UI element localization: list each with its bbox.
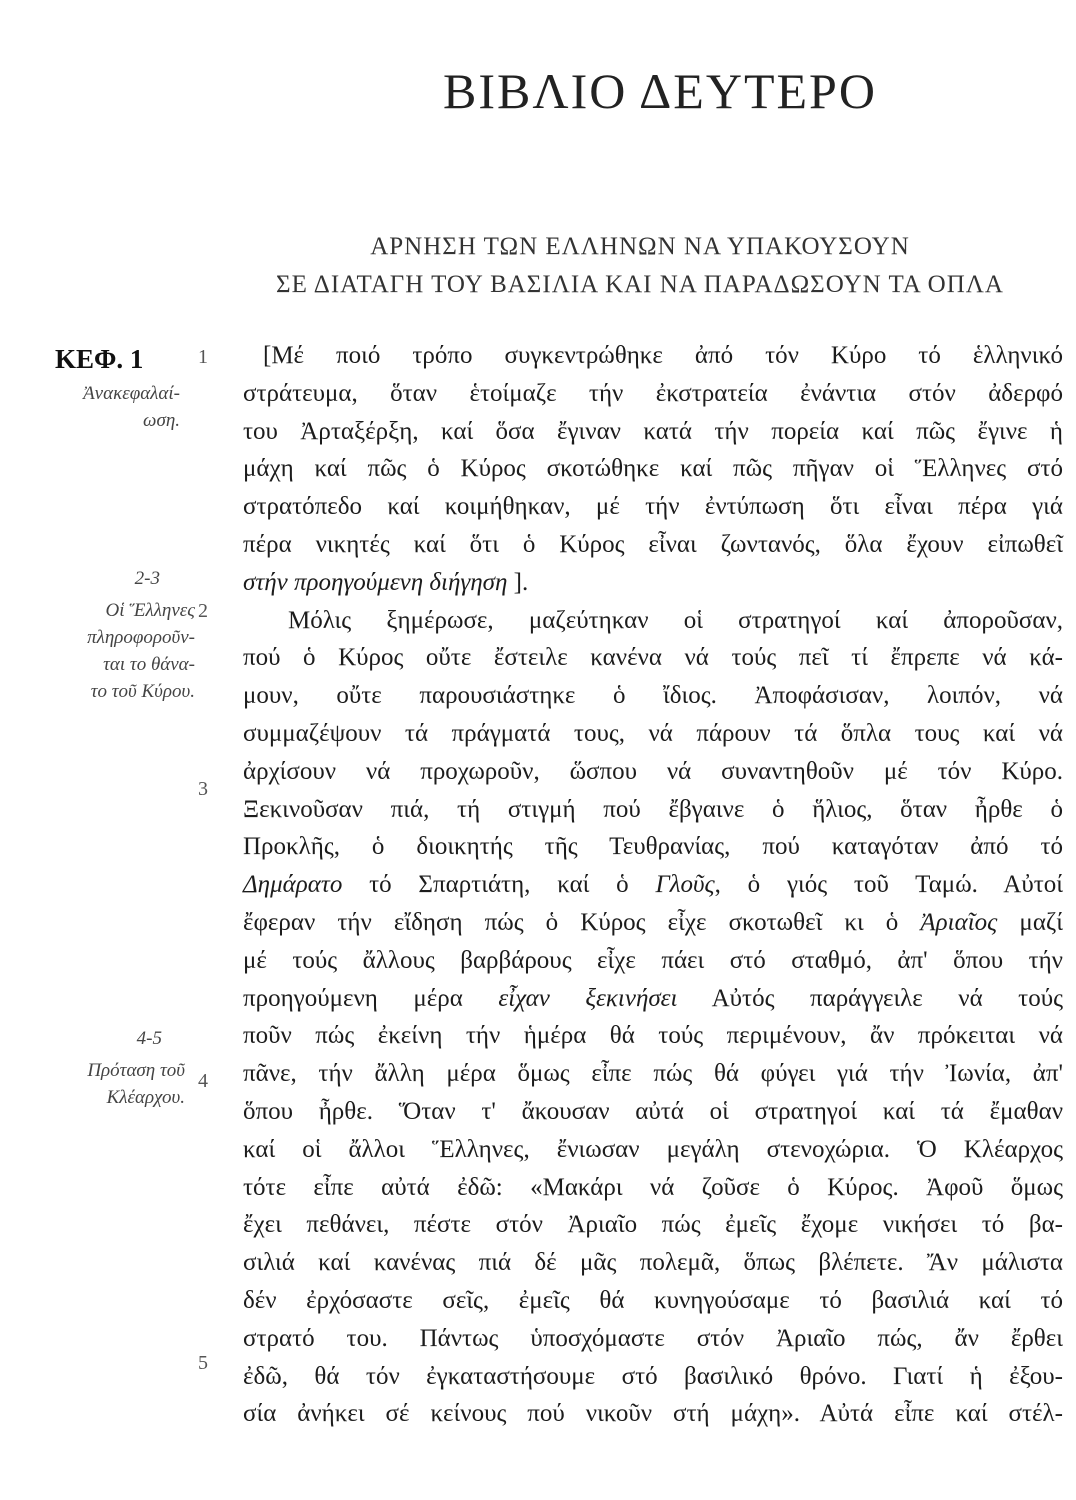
text-fragment: ].	[513, 568, 529, 596]
text-fragment: τό Σπαρτιάτη, καί ὁ	[369, 871, 629, 899]
italic-phrase: εἶχαν ξεκινήσει	[498, 984, 678, 1012]
text-line: Προκλῆς, ὁ διοικητής τῆς Τευθρανίας, πού καταγόταν ἀπό τό	[243, 833, 1063, 861]
text-line: του Ἀρταξέρξη, καί ὅσα ἔγιναν κατά τήν πορεία καί πῶς ἔγινε ἡ	[243, 417, 1063, 445]
section-heading-line-2: ΣΕ ΔΙΑΤΑΓΗ ΤΟΥ ΒΑΣΙΛΙΑ ΚΑΙ ΝΑ ΠΑΡΑΔΩΣΟΥΝ ΤΑ ΟΠΛΑ	[276, 271, 1004, 298]
text-line: στρατό του. Πάντως ὑπoσχόμαστε στόν Ἀριαῖο πώς, ἄν ἔρθει	[243, 1324, 1063, 1352]
text-line: ὅπου ἦρθε. Ὅταν τ' ἄκουσαν αὐτά οἱ στρατηγοί καί τά ἔμαθαν	[243, 1097, 1063, 1125]
margin-note-range-4-5: 4-5	[136, 1028, 162, 1049]
text-line: ποῦν πώς ἐκείνη τήν ἡμέρα θά τούς περιμένουν, ἄν πρόκειται νά	[243, 1022, 1063, 1050]
text-line	[243, 866, 1063, 904]
text-line: τότε εἶπε αὐτά ἐδῶ: «Μακάρι νά ζοῦσε ὁ Κύρος. Ἀφοῦ ὅμως	[243, 1173, 1063, 1201]
text-line	[243, 980, 1063, 1018]
margin-note-greeks-informed: Οἱ Ἕλληνες πληροφοροῦν- ται το θάνα- το τοῦ Κύρου.	[87, 600, 195, 702]
text-line	[243, 904, 1063, 942]
text-line: ἐδῶ, θά τόν ἐγκαταστήσουμε στό βασιλικό θρόνο. Γιατί ἡ ἐξου-	[243, 1362, 1063, 1390]
text-line: [Μέ ποιό τρόπο συγκεντρώθηκε ἀπό τόν Κύρο τό ἑλληνικό	[263, 342, 1063, 369]
margin-note-clearchus-proposal: Πρόταση τοῦ Κλέαρχου.	[87, 1060, 185, 1108]
text-fragment: μαζί	[1019, 908, 1064, 936]
text-line: πέρα νικητές καί ὅτι ὁ Κύρος εἶναι ζωντανός, ὅλα ἔχουν εἰπωθεῖ	[243, 530, 1063, 558]
italic-phrase: στήν προηγούμενη διήγηση	[243, 568, 508, 596]
text-line: δέν ἐρχόσαστε σεῖς, ἐμεῖς θά κυνηγούσαμε τό βασιλιά καί τό	[243, 1286, 1063, 1314]
italic-name: Δημάρατο	[243, 871, 343, 899]
text-line: στράτευμα, ὅταν ἑτοίμαζε τήν ἐκστρατεία ἐνάντια στόν ἀδερφό	[243, 379, 1063, 407]
italic-name: Γλοῦς	[655, 871, 715, 899]
section-heading-line-1: ΑΡΝΗΣΗ ΤΩΝ ΕΛΛΗΝΩΝ ΝΑ ΥΠΑΚΟΥΣΟΥΝ	[370, 233, 910, 260]
section-number-1: 1	[198, 346, 208, 368]
chapter-label: ΚΕΦ. 1	[55, 344, 144, 374]
text-line: σία ἀνήκει σέ κείνους πού νικοῦν στή μάχη». Αὐτά εἶπε καί στέλ-	[243, 1400, 1063, 1428]
text-fragment: προηγούμενη μέρα	[243, 984, 463, 1012]
text-fragment: Αὐτός παράγγειλε νά τούς	[711, 984, 1064, 1012]
text-fragment: ἔφεραν τήν εἴδηση πώς ὁ Κύρος εἶχε σκοτωθεῖ κι ὁ	[243, 908, 899, 936]
text-line: μάχη καί πῶς ὁ Κύρος σκοτώθηκε καί πῶς πῆγαν οἱ Ἕλληνες στό	[243, 455, 1063, 483]
italic-name: Ἀριαῖος	[920, 908, 998, 936]
text-line: ἔχει πεθάνει, πέστε στόν Ἀριαῖο πώς ἐμεῖς ἔχομε νικήσει τό βα-	[243, 1211, 1063, 1239]
text-line: Ξεκινοῦσαν πιά, τή στιγμή πού ἔβγαινε ὁ ἥλιος, ὅταν ἦρθε ὁ	[243, 795, 1063, 823]
section-number-5: 5	[198, 1352, 208, 1374]
text-line: μουν, οὔτε παρουσιάστηκε ὁ ἴδιος. Ἀποφάσισαν, λοιπόν, νά	[243, 682, 1063, 710]
text-line: ἀρχίσουν νά προχωροῦν, ὥσπου νά συναντηθοῦν μέ τόν Κύρο.	[243, 757, 1063, 785]
book-title: ΒΙΒΛΙΟ ΔΕΥΤΕΡΟ	[443, 63, 877, 119]
section-number-3: 3	[198, 778, 208, 800]
text-line: καί οἱ ἄλλοι Ἕλληνες, ἔνιωσαν μεγάλη στενοχώρια. Ὁ Κλέαρχος	[243, 1135, 1063, 1163]
text-line: μέ τούς ἄλλους βαρβάρους εἶχε πάει στό σταθμό, ἀπ' ὅπου τήν	[243, 946, 1063, 974]
text-line: στρατόπεδο καί κοιμήθηκαν, μέ τήν ἐντύπωση ὅτι εἶναι πέρα γιά	[243, 493, 1063, 521]
text-line: πᾶνε, τήν ἄλλη μέρα ὅμως εἶπε πώς θά φύγει γιά τήν Ἰωνία, ἀπ'	[243, 1060, 1063, 1088]
text-line: Μόλις ξημέρωσε, μαζεύτηκαν οἱ στρατηγοί καί ἀποροῦσαν,	[288, 606, 1063, 634]
text-fragment: , ὁ γιός τοῦ Ταμώ. Αὐτοί	[714, 871, 1064, 899]
text-line: συμμαζέψουν τά πράγματά τους, νά πάρουν τά ὅπλα τους καί νά	[243, 719, 1063, 747]
text-line: σιλιά καί κανένας πιά δέ μᾶς πολεμᾶ, ὅπως βλέπετε. Ἄν μάλιστα	[243, 1249, 1063, 1277]
margin-note-summary: Ἀνακεφαλαί- ωση.	[83, 383, 180, 431]
section-number-2: 2	[198, 600, 208, 622]
text-line: πού ὁ Κύρος οὔτε ἔστειλε κανένα νά τούς πεῖ τί ἔπρεπε νά κά-	[243, 644, 1063, 672]
margin-note-range-2-3: 2-3	[134, 568, 160, 589]
section-number-4: 4	[198, 1070, 208, 1092]
text-line	[243, 564, 1063, 602]
body-text	[243, 337, 1063, 1433]
